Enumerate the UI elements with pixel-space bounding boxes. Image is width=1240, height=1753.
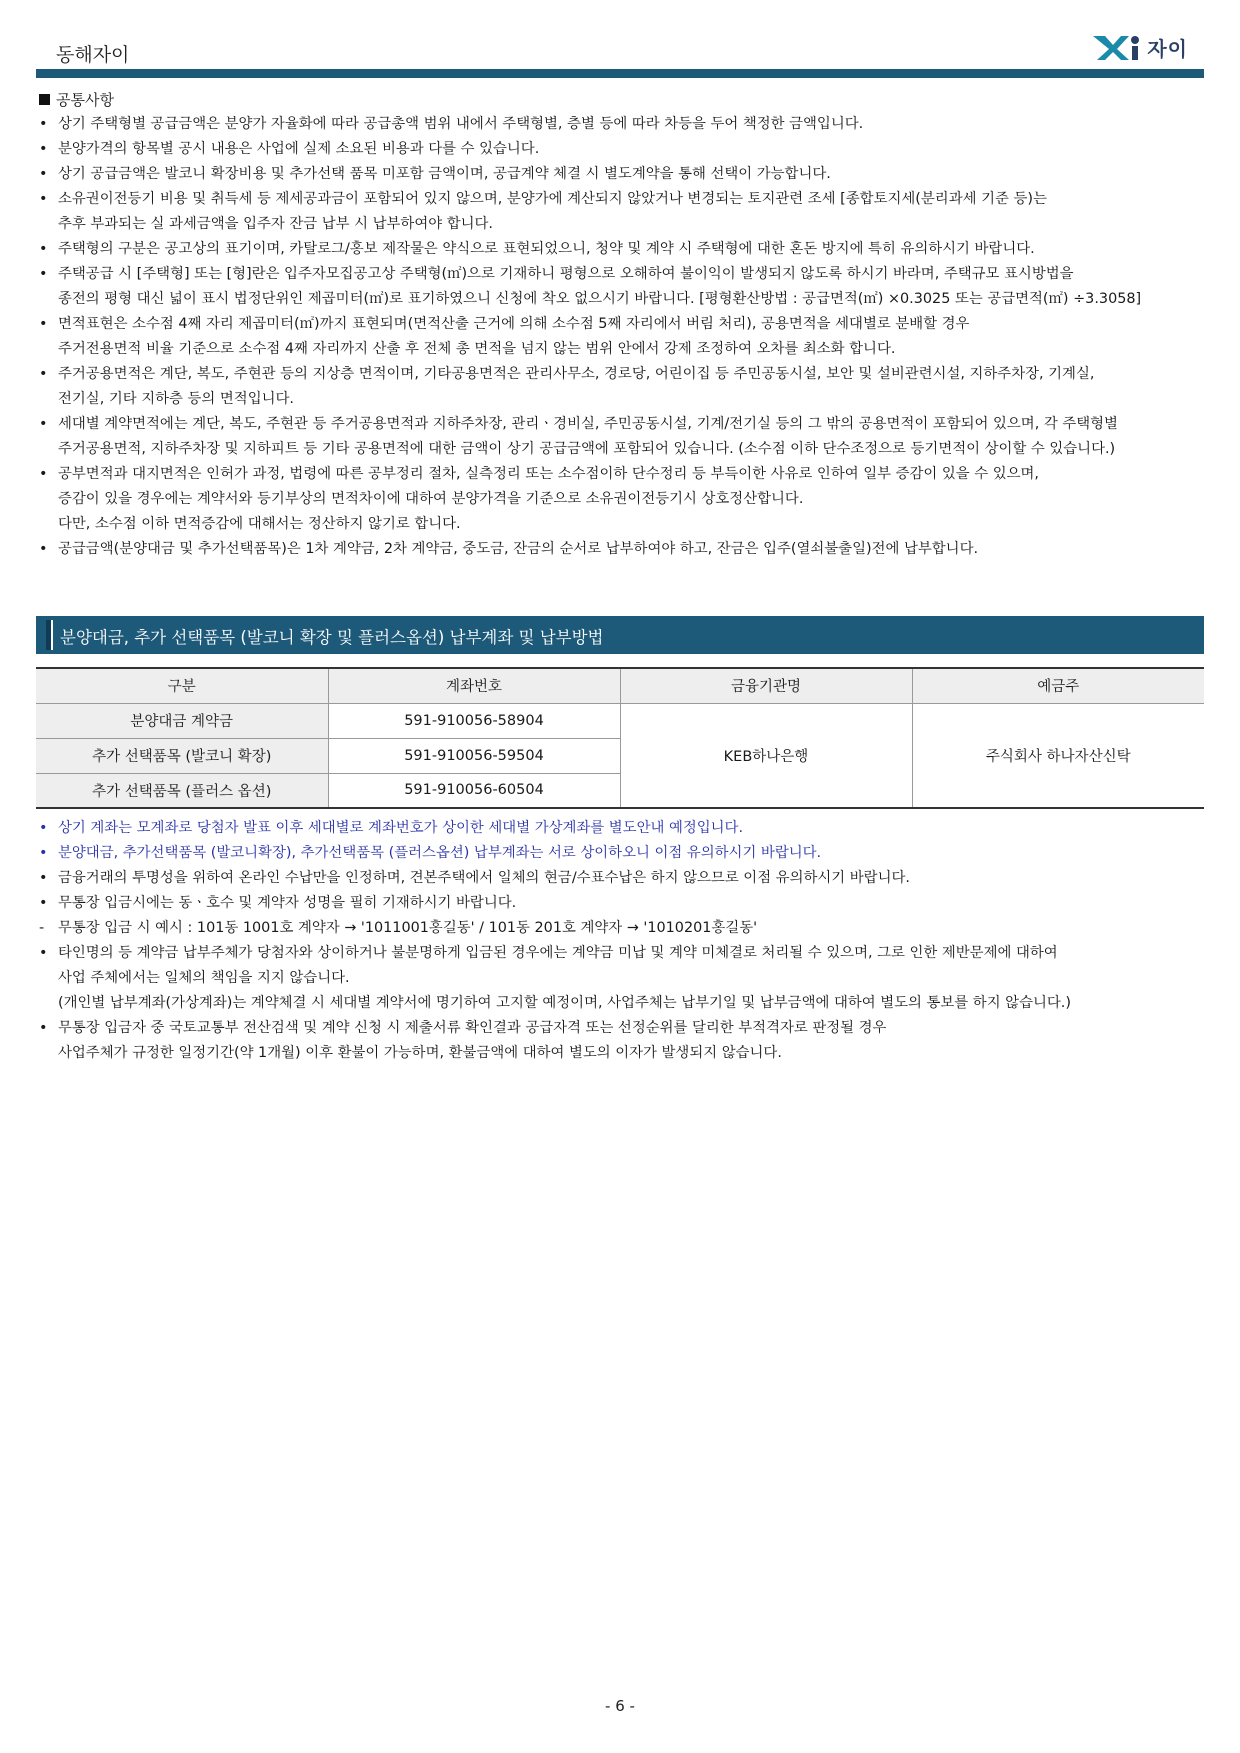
col-header-bank: 금융기관명 <box>620 668 912 703</box>
list-item-text: 다만, 소수점 이하 면적증감에 대해서는 정산하지 않기로 합니다. <box>58 516 461 532</box>
list-item-text: 증감이 있을 경우에는 계약서와 등기부상의 면적차이에 대하여 분양가격을 기준으로 소유권이전등기시 상호정산합니다. <box>58 491 804 507</box>
bullet-dot-icon: • <box>39 191 48 207</box>
list-item <box>36 262 1204 312</box>
section-accent <box>46 620 53 650</box>
list-item-text: 주거공용면적은 계단, 복도, 주현관 등의 지상층 면적이며, 기타공용면적은 관리사무소, 경로당, 어린이집 등 주민공동시설, 보안 및 설비관련시설, 지하주차장, 기계실, <box>58 366 1095 382</box>
dash-marker: - <box>39 920 45 936</box>
list-item <box>36 891 1204 916</box>
list-item-text: 사업주체가 규정한 일정기간(약 1개월) 이후 환불이 가능하며, 환불금액에 대하여 별도의 이자가 발생되지 않습니다. <box>58 1045 782 1061</box>
list-item <box>36 941 1204 1016</box>
common-heading-text: 공통사항 <box>56 91 114 109</box>
bullet-dot-icon: • <box>39 266 48 282</box>
bullet-dot-icon: • <box>39 241 48 257</box>
list-item-text: 공부면적과 대지면적은 인허가 과정, 법령에 따른 공부정리 절차, 실측정리 또는 소수점이하 단수정리 등 부득이한 사유로 인하여 일부 증감이 있을 수 있으며, <box>58 466 1040 482</box>
list-item-text: 타인명의 등 계약금 납부주체가 당첨자와 상이하거나 불분명하게 입금된 경우에는 계약금 미납 및 계약 미체결로 처리될 수 있으며, 그로 인한 제반문제에 대하여 <box>58 945 1058 961</box>
accounts-table <box>36 667 1204 809</box>
list-item <box>36 187 1204 237</box>
list-item-text: 공급금액(분양대금 및 추가선택품목)은 1차 계약금, 2차 계약금, 중도금, 잔금의 순서로 납부하여야 하고, 잔금은 입주(열쇠불출일)전에 납부합니다. <box>58 541 979 557</box>
common-heading <box>36 88 1204 112</box>
list-item-text: (개인별 납부계좌(가상계좌)는 계약체결 시 세대별 계약서에 명기하여 고지할 예정이며, 사업주체는 납부기일 및 납부금액에 대하여 별도의 통보를 하지 않습니다.) <box>58 995 1071 1011</box>
payment-notes <box>36 816 1204 1066</box>
list-item <box>36 462 1204 537</box>
bullet-dot-icon: • <box>39 1020 48 1036</box>
bank-name: KEB하나은행 <box>620 703 912 808</box>
list-item-text: 사업 주체에서는 일체의 책임을 지지 않습니다. <box>58 970 350 986</box>
bullet-dot-icon: • <box>39 541 48 557</box>
list-item-text: 주택형의 구분은 공고상의 표기이며, 카탈로그/홍보 제작물은 약식으로 표현되었으니, 청약 및 계약 시 주택형에 대한 혼돈 방지에 특히 유의하시기 바랍니다. <box>58 241 1035 257</box>
bullet-dot-icon: • <box>39 366 48 382</box>
account-number: 591-910056-60504 <box>328 773 620 808</box>
col-header-category: 구분 <box>36 668 328 703</box>
table-header-row <box>36 668 1204 703</box>
list-item-text: 분양가격의 항목별 공시 내용은 사업에 실제 소요된 비용과 다를 수 있습니다. <box>58 141 540 157</box>
list-item-text: 전기실, 기타 지하층 등의 면적입니다. <box>58 391 294 407</box>
list-item <box>36 537 1204 562</box>
list-item-text: 세대별 계약면적에는 계단, 복도, 주현관 등 주거공용면적과 지하주차장, 관리ㆍ경비실, 주민공동시설, 기계/전기실 등의 그 밖의 공용면적이 포함되어 있으며, 각 주택형별 <box>58 416 1118 432</box>
list-item-text: 무통장 입금시에는 동ㆍ호수 및 계약자 성명을 필히 기재하시기 바랍니다. <box>58 895 517 911</box>
list-item-text: 무통장 입금 시 예시 : 101동 1001호 계약자 → '1011001홍길동' / 101동 201호 계약자 → '1010201홍길동' <box>58 920 758 936</box>
list-item <box>36 866 1204 891</box>
list-item-text: 무통장 입금자 중 국토교통부 전산검색 및 계약 신청 시 제출서류 확인결과 공급자격 또는 선정순위를 달리한 부적격자로 판정될 경우 <box>58 1020 887 1036</box>
bullet-dot-icon: • <box>39 166 48 182</box>
list-item-text: 상기 주택형별 공급금액은 분양가 자율화에 따라 공급총액 범위 내에서 주택형별, 층별 등에 따라 차등을 두어 책정한 금액입니다. <box>58 116 864 132</box>
logo-text: 자이 <box>1147 36 1188 61</box>
bullet-dot-icon: • <box>39 870 48 886</box>
list-item-text: 상기 공급금액은 발코니 확장비용 및 추가선택 품목 미포함 금액이며, 공급계약 체결 시 별도계약을 통해 선택이 가능합니다. <box>58 166 831 182</box>
bullet-dot-icon: • <box>39 141 48 157</box>
bullet-dot-icon: • <box>39 116 48 132</box>
account-number: 591-910056-59504 <box>328 738 620 773</box>
list-item <box>36 112 1204 137</box>
list-item <box>36 312 1204 362</box>
account-holder: 주식회사 하나자산신탁 <box>912 703 1204 808</box>
list-item <box>36 916 1204 941</box>
account-number: 591-910056-58904 <box>328 703 620 738</box>
list-item-text: 주택공급 시 [주택형] 또는 [형]란은 입주자모집공고상 주택형(㎡)으로 기재하니 평형으로 오해하여 불이익이 발생되지 않도록 하시기 바라며, 주택규모 표시방법을 <box>58 266 1074 282</box>
payment-section-title: 분양대금, 추가 선택품목 (발코니 확장 및 플러스옵션) 납부계좌 및 납부방법 <box>60 628 604 647</box>
list-item-text: 추후 부과되는 실 과세금액을 입주자 잔금 납부 시 납부하여야 합니다. <box>58 216 493 232</box>
list-item-text: 금융거래의 투명성을 위하여 온라인 수납만을 인정하며, 견본주택에서 일체의 현금/수표수납은 하지 않으므로 이점 유의하시기 바랍니다. <box>58 870 910 886</box>
square-bullet-icon <box>39 94 50 105</box>
list-item-text: 분양대금, 추가선택품목 (발코니확장), 추가선택품목 (플러스옵션) 납부계좌는 서로 상이하오니 이점 유의하시기 바랍니다. <box>58 845 822 861</box>
list-item-text: 면적표현은 소수점 4째 자리 제곱미터(㎡)까지 표현되며(면적산출 근거에 의해 소수점 5째 자리에서 버림 처리), 공용면적을 세대별로 분배할 경우 <box>58 316 970 332</box>
col-header-holder: 예금주 <box>912 668 1204 703</box>
payment-section-bar <box>36 616 1204 654</box>
bullet-dot-icon: • <box>39 466 48 482</box>
list-item-text: 소유권이전등기 비용 및 취득세 등 제세공과금이 포함되어 있지 않으며, 분양가에 계산되지 않았거나 변경되는 토지관련 조세 [종합토지세(분리과세 기준 등)는 <box>58 191 1047 207</box>
xi-logo <box>1091 30 1188 64</box>
list-item <box>36 412 1204 462</box>
header-rule <box>36 69 1204 78</box>
xi-logo-icon <box>1091 32 1143 62</box>
table-row <box>36 703 1204 738</box>
bullet-dot-icon: • <box>39 416 48 432</box>
row-label: 추가 선택품목 (플러스 옵션) <box>36 773 328 808</box>
bullet-dot-icon: • <box>39 820 48 836</box>
list-item <box>36 162 1204 187</box>
list-item <box>36 1016 1204 1066</box>
notes-list <box>36 816 1204 1066</box>
list-item <box>36 362 1204 412</box>
list-item-text: 상기 계좌는 모계좌로 당첨자 발표 이후 세대별로 계좌번호가 상이한 세대별 가상계좌를 별도안내 예정입니다. <box>58 820 744 836</box>
list-item <box>36 841 1204 866</box>
row-label: 분양대금 계약금 <box>36 703 328 738</box>
page-title: 동해자이 <box>56 44 130 66</box>
bullet-dot-icon: • <box>39 945 48 961</box>
list-item-text: 주거공용면적, 지하주차장 및 지하피트 등 기타 공용면적에 대한 금액이 상기 공급금액에 포함되어 있습니다. (소수점 이하 단수조정으로 등기면적이 상이할 수 있습니다.) <box>58 441 1116 457</box>
col-header-account: 계좌번호 <box>328 668 620 703</box>
list-item <box>36 816 1204 841</box>
common-list <box>36 112 1204 562</box>
list-item-text: 주거전용면적 비율 기준으로 소수점 4째 자리까지 산출 후 전체 총 면적을 넘지 않는 범위 안에서 강제 조정하여 오차를 최소화 합니다. <box>58 341 896 357</box>
row-label: 추가 선택품목 (발코니 확장) <box>36 738 328 773</box>
common-notes <box>36 88 1204 562</box>
bullet-dot-icon: • <box>39 895 48 911</box>
list-item <box>36 237 1204 262</box>
bullet-dot-icon: • <box>39 316 48 332</box>
page-number: - 6 - <box>605 1697 635 1715</box>
list-item <box>36 137 1204 162</box>
list-item-text: 종전의 평형 대신 넓이 표시 법정단위인 제곱미터(㎡)로 표기하였으니 신청에 착오 없으시기 바랍니다. [평형환산방법 : 공급면적(㎡) ×0.3025 또는 공급면적(㎡) ÷3.3058] <box>58 291 1142 307</box>
bullet-dot-icon: • <box>39 845 48 861</box>
